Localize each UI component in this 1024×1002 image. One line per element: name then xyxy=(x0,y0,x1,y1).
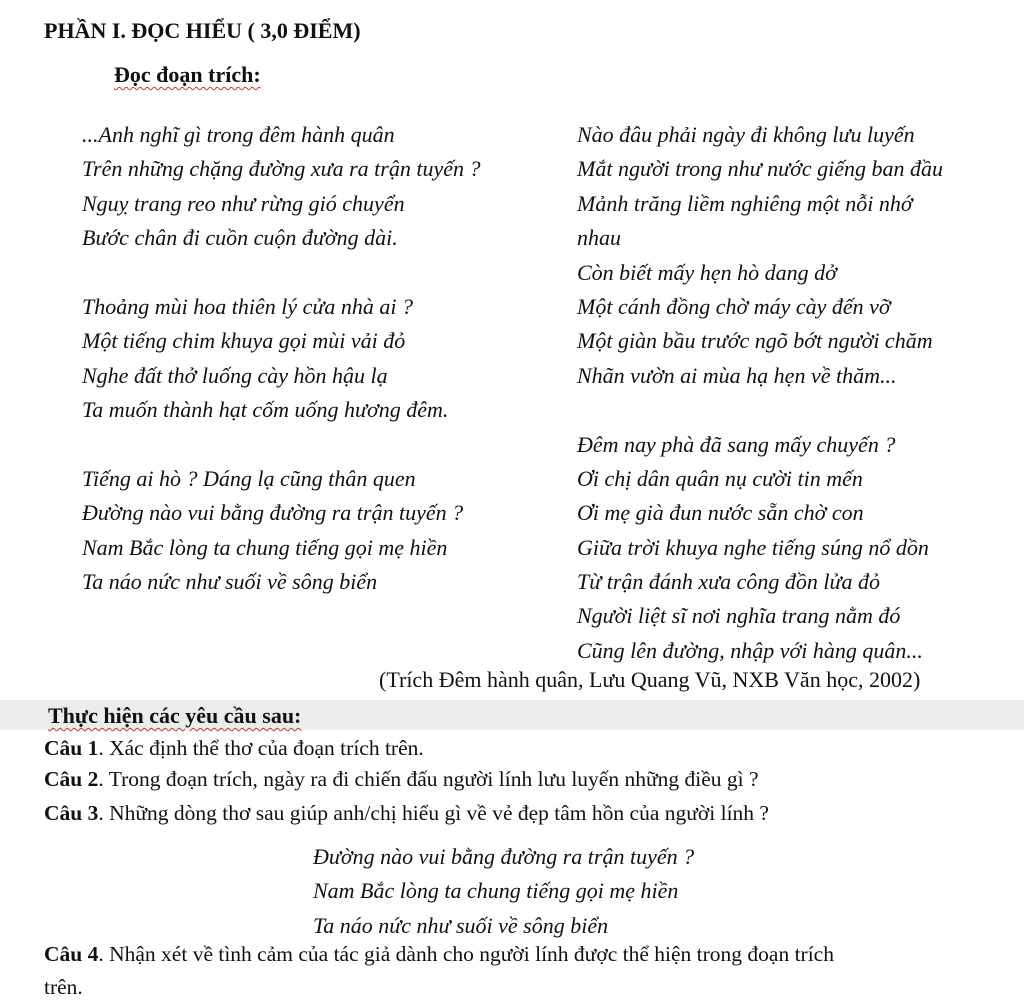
poem-line: Ta muốn thành hạt cốm uống hương đêm. xyxy=(82,397,449,423)
poem-left-column xyxy=(82,118,481,599)
poem-line: Nghe đất thở luống cày hồn hậu lạ xyxy=(82,362,388,388)
source-citation: (Trích Đêm hành quân, Lưu Quang Vũ, NXB Văn học, 2002) xyxy=(379,667,921,692)
poem-line: Thoảng mùi hoa thiên lý cửa nhà ai ? xyxy=(82,293,413,319)
poem-line: Ơi chị dân quân nụ cười tin mến xyxy=(577,465,863,491)
question-1 xyxy=(44,736,424,761)
poem-line: Người liệt sĩ nơi nghĩa trang nằm đó xyxy=(577,603,901,629)
quote-line: Ta náo nức như suối về sông biển xyxy=(313,912,609,938)
question-4-continuation: trên. xyxy=(44,975,83,999)
poem-line: Nào đâu phải ngày đi không lưu luyến xyxy=(577,122,915,147)
poem-line: nhau xyxy=(577,225,621,251)
poem-line: Một tiếng chim khuya gọi mùi vải đỏ xyxy=(82,328,406,354)
question-text: . Trong đoạn trích, ngày ra đi chiến đấu người lính lưu luyến những điều gì ? xyxy=(98,767,759,791)
question-label: Câu 1 xyxy=(44,736,99,760)
question-label: Câu 3 xyxy=(44,801,99,825)
question-text: . Xác định thể thơ của đoạn trích trên. xyxy=(98,736,424,760)
question-2 xyxy=(44,767,759,792)
poem-line: Mảnh trăng liềm nghiêng một nỗi nhớ xyxy=(577,190,913,216)
question-4 xyxy=(44,942,834,967)
part-title: PHẦN I. ĐỌC HIỂU ( 3,0 ĐIỂM) xyxy=(44,18,361,43)
poem-line xyxy=(82,256,481,290)
poem-line: ...Anh nghĩ gì trong đêm hành quân xyxy=(82,122,395,147)
poem-line: Bước chân đi cuồn cuộn đường dài. xyxy=(82,225,398,251)
question-3-quote xyxy=(313,839,694,942)
question-text: . Nhận xét về tình cảm của tác giả dành cho người lính được thể hiện trong đoạn trích xyxy=(98,942,834,966)
poem-line: Ta náo nức như suối về sông biển xyxy=(82,569,378,595)
poem-line: Đêm nay phà đã sang mấy chuyến ? xyxy=(577,431,896,457)
poem-line: Nhãn vườn ai mùa hạ hẹn về thăm... xyxy=(577,362,897,388)
poem-line: Từ trận đánh xưa công đồn lửa đỏ xyxy=(577,569,881,595)
poem-line: Nam Bắc lòng ta chung tiếng gọi mẹ hiền xyxy=(82,534,448,560)
question-text: . Những dòng thơ sau giúp anh/chị hiểu gì về vẻ đẹp tâm hồn của người lính ? xyxy=(98,801,769,825)
question-label: Câu 2 xyxy=(44,767,99,791)
poem-line: Ơi mẹ già đun nước sẵn chờ con xyxy=(577,500,864,526)
poem-line: Đường nào vui bằng đường ra trận tuyến ? xyxy=(82,500,464,526)
requirements-title: Thực hiện các yêu cầu sau: xyxy=(48,703,302,728)
poem-line: Nguỵ trang reo như rừng gió chuyển xyxy=(82,190,405,216)
question-label: Câu 4 xyxy=(44,942,99,966)
poem-line: Trên những chặng đường xưa ra trận tuyến ? xyxy=(82,156,481,182)
quote-line: Đường nào vui bằng đường ra trận tuyến ? xyxy=(313,844,695,869)
poem-line xyxy=(577,393,943,427)
poem-line: Còn biết mấy hẹn hò dang dở xyxy=(577,259,837,285)
poem-line: Một giàn bầu trước ngõ bớt người chăm xyxy=(577,328,933,354)
poem-line: Mắt người trong như nước giếng ban đầu xyxy=(577,156,944,182)
poem-line: Cũng lên đường, nhập với hàng quân... xyxy=(577,637,923,663)
read-label: Đọc đoạn trích: xyxy=(114,62,261,87)
quote-line: Nam Bắc lòng ta chung tiếng gọi mẹ hiền xyxy=(313,878,679,904)
poem-line: Một cánh đồng chờ máy cày đến vỡ xyxy=(577,293,891,319)
poem-line xyxy=(82,428,481,462)
poem-line: Tiếng ai hò ? Dáng lạ cũng thân quen xyxy=(82,465,416,491)
poem-line: Giữa trời khuya nghe tiếng súng nổ dồn xyxy=(577,534,929,560)
poem-right-column xyxy=(577,118,943,668)
question-3 xyxy=(44,801,769,826)
